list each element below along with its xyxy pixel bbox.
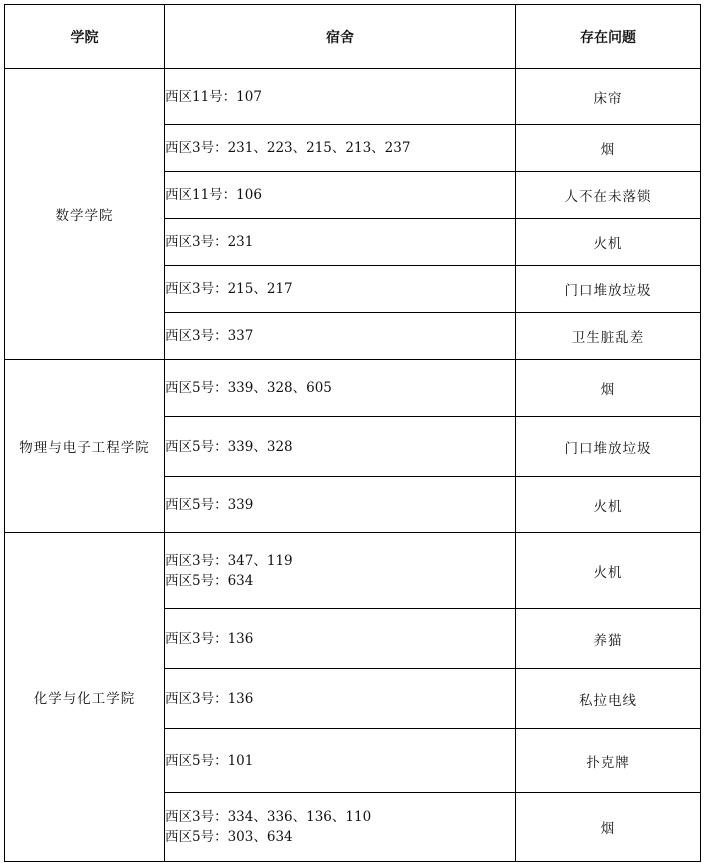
- dorm-line: 西区3号：231: [165, 234, 254, 250]
- issue-cell: 烟: [516, 360, 701, 417]
- header-college: 学院: [5, 5, 165, 69]
- table-body: [5, 69, 701, 862]
- dorm-line: 西区3号：231、223、215、213、237: [165, 140, 411, 156]
- dorm-line: 西区5号：339: [165, 496, 254, 513]
- college-cell: 数学学院: [5, 69, 165, 360]
- issue-cell: 床帘: [516, 69, 701, 125]
- dorm-line: 西区3号：136: [165, 630, 254, 647]
- dorm-line: 西区3号：334、336、136、110: [165, 809, 372, 825]
- dorm-cell: [165, 69, 516, 125]
- table-row: [5, 69, 701, 125]
- header-row: [5, 5, 701, 69]
- dorm-line: 西区11号：106: [165, 187, 262, 203]
- dorm-line: 西区11号：107: [165, 88, 262, 105]
- dorm-cell: [165, 669, 516, 729]
- college-cell: 物理与电子工程学院: [5, 360, 165, 533]
- college-cell: 化学与化工学院: [5, 533, 165, 862]
- dorm-inspection-table: [4, 4, 701, 862]
- issue-cell: 门口堆放垃圾: [516, 266, 701, 313]
- issue-cell: 烟: [516, 793, 701, 862]
- issue-cell: 扑克牌: [516, 729, 701, 793]
- dorm-line: 西区5号：339、328、605: [165, 380, 332, 396]
- dorm-cell: [165, 793, 516, 862]
- header-issue: 存在问题: [516, 5, 701, 69]
- dorm-line: 西区5号：101: [165, 752, 254, 769]
- dorm-line: 西区3号：337: [165, 328, 254, 344]
- table-row: [5, 533, 701, 609]
- issue-cell: 火机: [516, 533, 701, 609]
- issue-cell: 人不在未落锁: [516, 172, 701, 219]
- issue-cell: 火机: [516, 219, 701, 266]
- issue-cell: 卫生脏乱差: [516, 313, 701, 360]
- dorm-cell: [165, 477, 516, 533]
- dorm-cell: [165, 417, 516, 477]
- dorm-cell: [165, 266, 516, 313]
- issue-cell: 烟: [516, 125, 701, 172]
- dorm-cell: [165, 125, 516, 172]
- dorm-line: 西区5号：634: [165, 572, 254, 589]
- dorm-cell: [165, 172, 516, 219]
- issue-cell: 火机: [516, 477, 701, 533]
- dorm-line: 西区5号：303、634: [165, 829, 293, 845]
- issue-cell: 门口堆放垃圾: [516, 417, 701, 477]
- issue-cell: 私拉电线: [516, 669, 701, 729]
- dorm-cell: [165, 360, 516, 417]
- dorm-line: 西区3号：215、217: [165, 281, 293, 297]
- header-dorm: 宿舍: [165, 5, 516, 69]
- table-row: [5, 360, 701, 417]
- dorm-cell: [165, 533, 516, 609]
- dorm-cell: [165, 609, 516, 669]
- issue-cell: 养猫: [516, 609, 701, 669]
- dorm-line: 西区3号：136: [165, 690, 254, 707]
- dorm-cell: [165, 219, 516, 266]
- dorm-cell: [165, 313, 516, 360]
- dorm-cell: [165, 729, 516, 793]
- dorm-line: 西区5号：339、328: [165, 438, 293, 455]
- dorm-line: 西区3号：347、119: [165, 552, 293, 569]
